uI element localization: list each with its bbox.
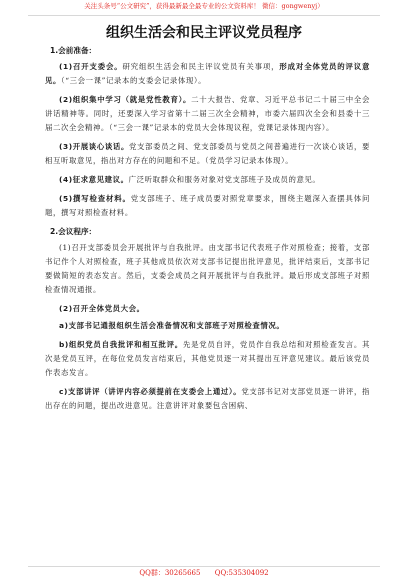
footer-qq: QQ:535304092 [214, 569, 269, 577]
item-emphasis: 形成对全体党员的评议意见。 [45, 62, 370, 85]
section-heading-preparation: 1.会前准备： [50, 46, 97, 55]
item-label: b)组织党员自我批评和相互批评。 [59, 340, 183, 349]
item-label: (5)撰写检查材料。 [59, 194, 131, 203]
item-label: (4)征求意见建议。 [59, 175, 129, 184]
item-text: 广泛听取群众和服务对象对党支部班子及成员的意见。 [128, 175, 321, 184]
item-text: 党支部班子、班子成员要对照党章要求，围绕主题深入查摆具体问题，撰写对照检查材料。 [45, 194, 370, 217]
paragraph-review [45, 385, 370, 413]
subheading-plenary: (2)召开全体党员大会。 [59, 304, 145, 313]
paragraph-self-criticism [45, 338, 370, 380]
paragraph-talks [45, 140, 370, 168]
item-label: (1)召开支委会。 [59, 62, 123, 71]
item-text: 党支部委员之间、党支部委员与党员之间普遍进行一次谈心谈话，要相互听取意见，指出对方存在的问题和不足。（党员学习记录本体现）。 [45, 142, 370, 165]
item-text: 先是党员自评，党员作自我总结和对照检查发言。其次是党员互评，在每位党员发言结束后，其他党员逐一对其提出互评意见建议。最后该党员作表态发言。 [45, 340, 370, 377]
item-label: (2)组织集中学习（就是党性教育）。 [59, 95, 192, 104]
footer [0, 568, 408, 578]
section-heading-procedure: 2.会议程序： [50, 227, 97, 236]
item-text: 二十大报告、党章、习近平总书记二十届三中全会讲话精神等。同时，还要深入学习省第十二届三次全会精神，市委六届四次全会和县委十三届二次全会精神。（“三会一课”记录本的党员大会体现议程，党课记录体现内容）。 [45, 95, 371, 132]
page-title: 组织生活会和民主评议党员程序 [106, 25, 302, 41]
item-note: （“三会一课”记录本的支委会记录体现）。 [60, 76, 207, 85]
paragraph-committee-meeting: (1)召开支部委员会开展批评与自我批评。由支部书记代表班子作对照检查；接着，支部书记作个人对照检查，班子其他成员依次对支部书记提出批评意见，批评结束后，支部书记要做简短的表态发言。然后，支委会成员之间开展批评与自我批评。最后形成支部班子对照检查情况通报。 [45, 243, 370, 294]
item-label: (3)开展谈心谈话。 [59, 142, 129, 151]
item-text: 党支部书记对支部党员逐一讲评，指出存在的问题，提出改进意见。注意讲评对象要包含困病、 [45, 387, 370, 410]
paragraph-branch-committee [45, 60, 370, 88]
item-text: 研究组织生活会和民主评议党员有关事项， [122, 62, 280, 71]
paragraph-opinions [45, 173, 370, 187]
item-label: c)支部讲评（讲评内容必须提前在支委会上通过）。 [59, 387, 242, 396]
document-body [45, 42, 370, 418]
paragraph-materials [45, 192, 370, 220]
header-banner: 关注头条号“公文研究”，获得最新最全最专业的公文资料库！ 微信：gongwenyj） [84, 2, 324, 10]
paragraph-report: a)支部书记通报组织生活会准备情况和支部班子对照检查情况。 [59, 321, 285, 330]
paragraph-study [45, 93, 370, 135]
footer-divider [28, 566, 380, 567]
footer-qq-group: QQ群：30265665 [139, 569, 201, 577]
header-divider [28, 15, 380, 16]
